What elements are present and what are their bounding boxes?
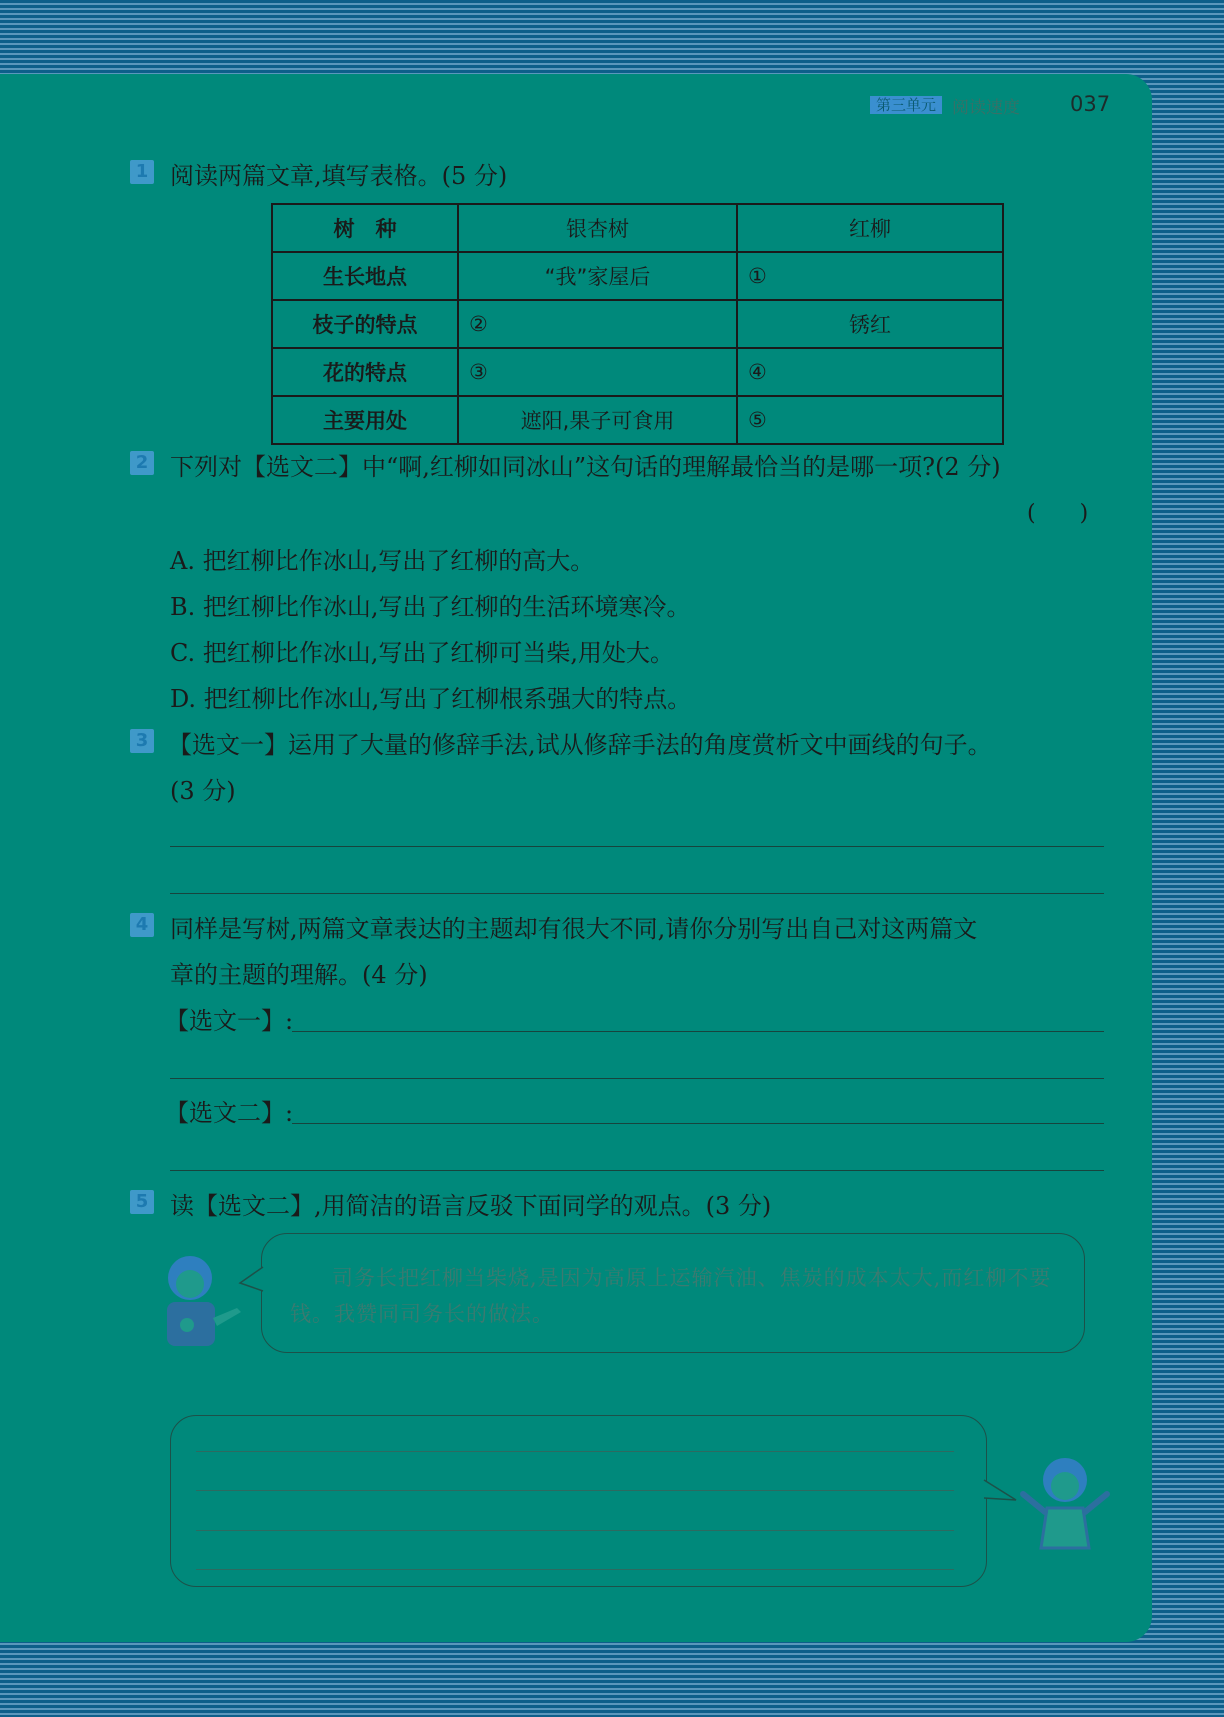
option-b[interactable]: B. 把红柳比作冰山,写出了红柳的生活环境寒冷。 xyxy=(170,593,691,621)
blank-cell[interactable]: ① xyxy=(737,252,1003,300)
table-row xyxy=(272,300,1003,348)
row-label: 枝子的特点 xyxy=(272,300,458,348)
page-number: 037 xyxy=(1070,92,1111,116)
bubble-tail xyxy=(238,1265,264,1295)
table-header-cell: 银杏树 xyxy=(458,204,737,252)
answer-line[interactable] xyxy=(196,1490,954,1491)
blank-cell[interactable]: ④ xyxy=(737,348,1003,396)
table-cell: “我”家屋后 xyxy=(458,252,737,300)
option-c[interactable]: C. 把红柳比作冰山,写出了红柳可当柴,用处大。 xyxy=(170,639,675,667)
answer-line[interactable] xyxy=(292,1123,1104,1124)
row-label: 主要用处 xyxy=(272,396,458,444)
answer-line[interactable] xyxy=(170,893,1104,894)
question-number-2: 2 xyxy=(130,451,154,475)
answer-line[interactable] xyxy=(196,1451,954,1452)
option-a[interactable]: A. 把红柳比作冰山,写出了红柳的高大。 xyxy=(170,547,595,575)
answer-line[interactable] xyxy=(196,1569,954,1570)
bubble-tail xyxy=(982,1478,1018,1508)
question-5-text: 读【选文二】,用简洁的语言反驳下面同学的观点。(3 分) xyxy=(170,1192,772,1220)
question-4-text-cont: 章的主题的理解。(4 分) xyxy=(170,961,428,989)
table-header-cell: 树 种 xyxy=(272,204,458,252)
row-label: 生长地点 xyxy=(272,252,458,300)
question-3-text: 【选文一】运用了大量的修辞手法,试从修辞手法的角度赏析文中画线的句子。 xyxy=(168,731,992,759)
question-2-text: 下列对【选文二】中“啊,红柳如同冰山”这句话的理解最恰当的是哪一项?(2 分) xyxy=(170,453,1001,481)
question-1-text: 阅读两篇文章,填写表格。(5 分) xyxy=(170,162,508,190)
table-row xyxy=(272,396,1003,444)
answer-bracket[interactable]: ( ) xyxy=(1027,501,1089,526)
answer-line[interactable] xyxy=(170,846,1104,847)
table-header-cell: 红柳 xyxy=(737,204,1003,252)
answer-line[interactable] xyxy=(170,1170,1104,1171)
blank-cell[interactable]: ③ xyxy=(458,348,737,396)
section-label: 阅读速度 xyxy=(952,97,1021,118)
blank-cell[interactable]: ② xyxy=(458,300,737,348)
answer-label-1: 【选文一】: xyxy=(165,1007,294,1035)
answer-line[interactable] xyxy=(170,1078,1104,1079)
table-cell: 遮阳,果子可食用 xyxy=(458,396,737,444)
question-4-text: 同样是写树,两篇文章表达的主题却有很大不同,请你分别写出自己对这两篇文 xyxy=(170,915,978,943)
answer-label-2: 【选文二】: xyxy=(165,1099,294,1127)
option-d[interactable]: D. 把红柳比作冰山,写出了红柳根系强大的特点。 xyxy=(170,685,692,713)
page-header xyxy=(870,95,1021,118)
question-number-5: 5 xyxy=(130,1190,154,1214)
table-row xyxy=(272,348,1003,396)
table-row xyxy=(272,252,1003,300)
answer-line[interactable] xyxy=(196,1530,954,1531)
question-number-3: 3 xyxy=(130,729,154,753)
fill-in-table xyxy=(271,203,1004,445)
student-thinking-icon xyxy=(1015,1450,1115,1550)
question-number-4: 4 xyxy=(130,913,154,937)
answer-bubble xyxy=(170,1415,987,1587)
answer-line[interactable] xyxy=(292,1031,1104,1032)
table-cell: 锈红 xyxy=(737,300,1003,348)
row-label: 花的特点 xyxy=(272,348,458,396)
table-header-row xyxy=(272,204,1003,252)
question-number-1: 1 xyxy=(130,160,154,184)
question-3-points: (3 分) xyxy=(170,777,236,805)
student-opinion-text: 司务长把红柳当柴烧,是因为高原上运输汽油、焦炭的成本太大,而红柳不要钱。我赞同司务长的做法。 xyxy=(290,1266,1052,1326)
blank-cell[interactable]: ⑤ xyxy=(737,396,1003,444)
student-avatar-icon xyxy=(155,1250,250,1350)
unit-tag: 第三单元 xyxy=(870,96,942,114)
